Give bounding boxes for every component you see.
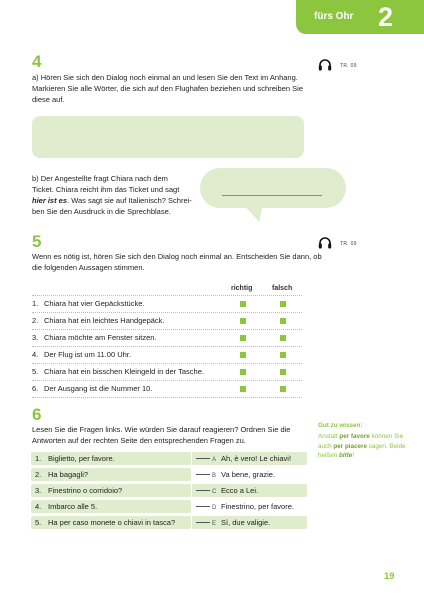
statement-text: Der Ausgang ist die Nummer 10.	[44, 384, 153, 393]
tip-text-3: sagen. Beide heißen	[318, 442, 406, 459]
checkbox-falsch-1[interactable]	[280, 301, 286, 307]
answer-row[interactable]	[192, 484, 307, 497]
question-row	[31, 452, 191, 465]
answer-blank[interactable]	[196, 458, 210, 459]
statement-row	[32, 299, 144, 308]
question-text: Imbarco alle 5.	[48, 502, 98, 511]
answer-row[interactable]	[192, 468, 307, 481]
statement-text: Chiara hat ein bisschen Kleingeld in der Tasche.	[44, 367, 204, 376]
statement-row	[32, 350, 131, 359]
checkbox-falsch-6[interactable]	[280, 386, 286, 392]
answer-box-ex4a[interactable]	[32, 116, 304, 158]
statement-row	[32, 333, 157, 342]
checkbox-richtig-1[interactable]	[240, 301, 246, 307]
row-divider	[32, 346, 302, 347]
exercise-4b-line-3-rest: . Was sagt sie auf Italienisch? Schrei-	[67, 196, 192, 205]
checkbox-falsch-5[interactable]	[280, 369, 286, 375]
row-divider	[32, 329, 302, 330]
statement-row	[32, 316, 165, 325]
question-number: 2.	[35, 470, 42, 479]
question-text: Ha per caso monete o chiavi in tasca?	[48, 518, 176, 527]
row-divider	[32, 295, 302, 296]
row-divider	[32, 397, 302, 398]
answer-letter: A	[212, 457, 217, 463]
tip-text	[318, 432, 408, 461]
tip-text-2: können Sie auch	[318, 433, 404, 450]
exercise-4-number: 4	[32, 52, 42, 71]
exercise-4b-text	[32, 173, 202, 217]
answer-blank[interactable]	[196, 490, 210, 491]
checkbox-falsch-2[interactable]	[280, 318, 286, 324]
row-divider	[32, 380, 302, 381]
answer-text: Ecco a Lei.	[221, 486, 259, 495]
row-divider	[32, 312, 302, 313]
tip-bold-3: bitte	[339, 452, 353, 459]
question-text: Finestrino o corridoio?	[48, 486, 123, 495]
headphones-icon	[318, 58, 332, 71]
statement-text: Der Flug ist um 11.00 Uhr.	[44, 350, 131, 359]
answer-text: Ah, è vero! Le chiavi!	[221, 454, 292, 463]
exercise-4a-text: a) Hören Sie sich den Dialog noch einmal an und lesen Sie den Text im Anhang. Markieren Sie alle Wörter, die sich auf den Flughafen beziehen und schreiben Sie diese auf.	[32, 73, 303, 104]
checkbox-richtig-4[interactable]	[240, 352, 246, 358]
tip-title: Gut zu wissen:	[318, 422, 363, 429]
statement-number: 5.	[32, 367, 39, 376]
checkbox-richtig-3[interactable]	[240, 335, 246, 341]
question-number: 4.	[35, 502, 42, 511]
checkbox-richtig-2[interactable]	[240, 318, 246, 324]
answer-letter: D	[212, 505, 217, 511]
question-row	[31, 500, 191, 513]
checkbox-richtig-6[interactable]	[240, 386, 246, 392]
tip-text-4: !	[352, 452, 355, 459]
question-number: 5.	[35, 518, 42, 527]
answer-row[interactable]	[192, 516, 307, 529]
answer-blank[interactable]	[196, 474, 210, 475]
chapter-tab	[296, 0, 424, 34]
question-row	[31, 516, 191, 529]
exercise-4b-line-1: b) Der Angestellte fragt Chiara nach dem	[32, 174, 168, 183]
statement-number: 1.	[32, 299, 39, 308]
statement-row	[32, 367, 204, 376]
page-number: 19	[384, 571, 395, 582]
statement-number: 2.	[32, 316, 39, 325]
checkbox-falsch-3[interactable]	[280, 335, 286, 341]
statement-number: 4.	[32, 350, 39, 359]
answer-letter: C	[212, 489, 217, 495]
exercise-6-instructions: Lesen Sie die Fragen links. Wie würden Sie darauf reagieren? Ordnen Sie die Antworten auf der rechten Seite den entsprechenden Fragen zu.	[32, 425, 291, 445]
answer-text: Finestrino, per favore.	[221, 502, 294, 511]
speech-bubble[interactable]	[200, 168, 346, 208]
statement-text: Chiara hat vier Gepäckstücke.	[44, 299, 145, 308]
statement-number: 3.	[32, 333, 39, 342]
exercise-4b-line-3	[32, 195, 202, 206]
checkbox-falsch-4[interactable]	[280, 352, 286, 358]
column-richtig: richtig	[231, 285, 253, 292]
checkbox-richtig-5[interactable]	[240, 369, 246, 375]
tip-bold-2: per piacere	[333, 442, 368, 450]
tip-bold-1: per favore	[339, 433, 370, 440]
track-label-ex5: TR. 09	[340, 241, 357, 247]
statement-text: Chiara hat ein leichtes Handgepäck.	[44, 316, 165, 325]
chapter-number: 2	[378, 2, 394, 32]
question-number: 3.	[35, 486, 42, 495]
answer-blank[interactable]	[196, 522, 210, 523]
row-divider	[32, 363, 302, 364]
answer-letter: E	[212, 521, 217, 527]
column-falsch: falsch	[272, 285, 293, 292]
question-number: 1.	[35, 454, 42, 463]
answer-letter: B	[212, 473, 217, 479]
answer-text: Sì, due valigie.	[221, 518, 271, 527]
headphones-icon	[318, 236, 332, 249]
answer-row[interactable]	[192, 452, 307, 465]
tip-text-1: Anstatt	[318, 433, 340, 440]
answer-blank[interactable]	[196, 506, 210, 507]
question-text: Biglietto, per favore.	[48, 454, 115, 463]
statement-row	[32, 384, 152, 393]
exercise-5-number: 5	[32, 232, 42, 251]
track-label-ex4: TR. 09	[340, 63, 357, 69]
exercise-4b-emphasis: hier ist es	[32, 196, 68, 205]
exercise-4b-line-4: ben Sie den Ausdruck in die Sprechblase.	[32, 207, 171, 216]
question-row	[31, 484, 191, 497]
exercise-4b-line-2: Ticket. Chiara reicht ihm das Ticket und sagt	[32, 185, 180, 194]
statement-text: Chiara möchte am Fenster sitzen.	[44, 333, 157, 342]
question-text: Ha bagagli?	[48, 470, 89, 479]
answer-text: Va bene, grazie.	[221, 470, 276, 479]
answer-row[interactable]	[192, 500, 307, 513]
question-row	[31, 468, 191, 481]
exercise-6-number: 6	[32, 405, 42, 424]
exercise-5-instructions: Wenn es nötig ist, hören Sie sich den Dialog noch einmal an. Entscheiden Sie dann, ob die folgenden Aussagen stimmen.	[32, 252, 322, 272]
chapter-title: fürs Ohr	[314, 11, 354, 22]
statement-number: 6.	[32, 384, 39, 393]
speech-bubble-answer-line	[222, 195, 322, 196]
